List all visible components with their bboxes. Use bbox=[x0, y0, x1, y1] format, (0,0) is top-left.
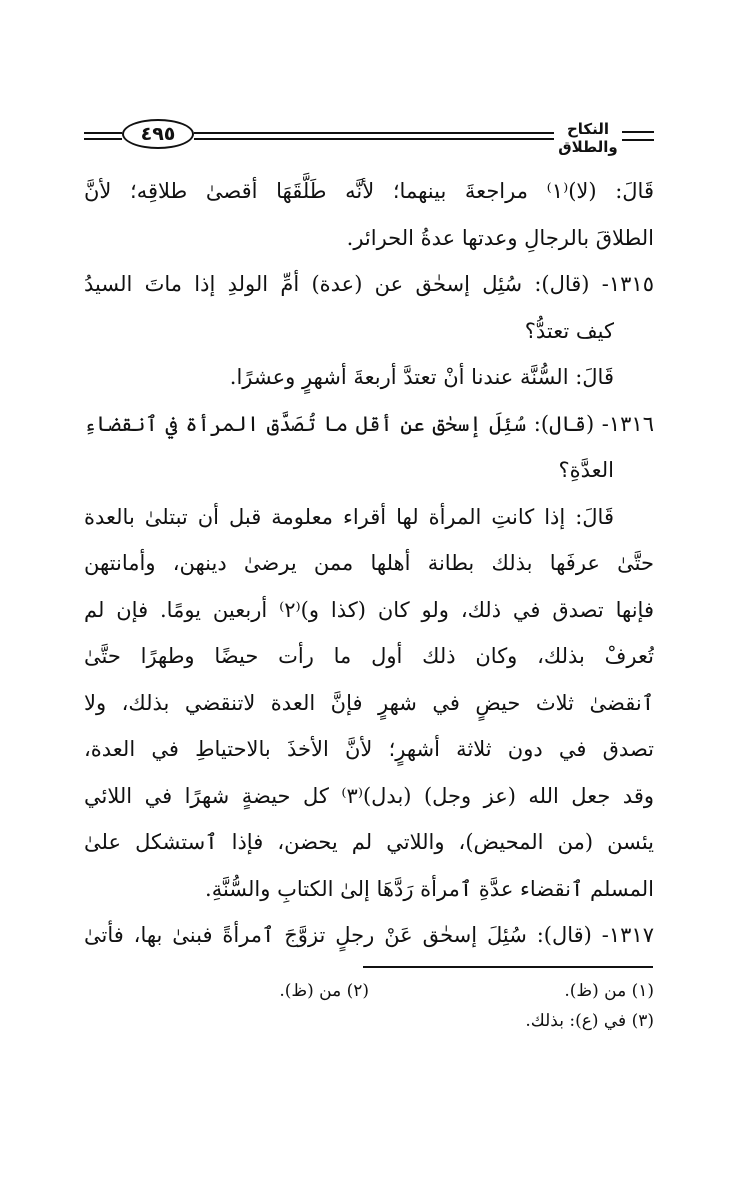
text-line-9: حتَّىٰ عرفَها بذلك بطانة أهلها ممن يرضىٰ دينهن، وأمانتهن bbox=[84, 551, 654, 575]
text-line-5: قَالَ: السُّنَّة عندنا أنْ تعتدَّ أربعةَ أشهرٍ وعشرًا. bbox=[229, 365, 614, 389]
text-line-10: فإنها تصدق في ذلك، ولو كان (كذا و)⁽٢⁾ أربعين يومًا. فإن لم bbox=[84, 597, 654, 622]
text-line-6: ١٣١٦- (قال): سُئِلَ إسحٰق عن أقل ما تُصَدَّق المرأة في ٱنقضاءِ bbox=[84, 411, 654, 436]
text-line-3: ١٣١٥- (قال): سُئِل إسحٰق عن (عدة) أمِّ الولدِ إذا ماتَ السيدُ bbox=[84, 272, 654, 296]
page-header bbox=[84, 118, 654, 158]
footnote-row-1 bbox=[84, 976, 654, 1006]
text-line-4: كيف تعتدُّ؟ bbox=[524, 318, 614, 343]
footnote-2: (٢) من (ظ). bbox=[279, 981, 369, 1001]
header-rule-middle bbox=[194, 132, 554, 134]
header-rule-right-lower bbox=[622, 139, 654, 141]
text-line-11: تُعرفْ بذلك، وكان ذلك أول ما رأت حيضًا وطهرًا حتَّىٰ bbox=[84, 644, 654, 668]
footnote-separator bbox=[363, 966, 653, 968]
text-line-2: الطلاقَ بالرجالِ وعدتها عدةُ الحرائر. bbox=[346, 225, 654, 250]
footnotes bbox=[84, 976, 654, 1036]
text-line-12: ٱنقضىٰ ثلاث حيضٍ في شهرٍ فإنَّ العدة لاتنقضي بذلك، ولا bbox=[84, 690, 654, 715]
header-rule-right bbox=[622, 131, 654, 133]
footnote-row-2 bbox=[84, 1006, 654, 1036]
text-line-7: العدَّةِ؟ bbox=[558, 458, 614, 482]
text-line-17: ١٣١٧- (قال): سُئِلَ إسحٰق عَنْ رجلٍ تزوَّجَ ٱمرأةً فبنىٰ بها، فأتىٰ bbox=[84, 923, 654, 947]
text-line-8: قَالَ: إذا كانتِ المرأة لها أقراء معلومة قبل أن تبتلىٰ بالعدة bbox=[84, 504, 614, 529]
text-line-1: قَالَ: (لا)⁽١⁾ مراجعةَ بينهما؛ لأنَّه طَلَّقَهَا أقصىٰ طلاقِه؛ لأنَّ bbox=[84, 179, 654, 203]
running-title: النكاح والطلاق bbox=[558, 120, 618, 156]
text-line-13: تصدق في دون ثلاثة أشهرٍ؛ لأنَّ الأخذَ بالاحتياطِ في العدة، bbox=[84, 737, 654, 761]
footnote-1: (١) من (ظ). bbox=[564, 981, 654, 1001]
text-line-14: وقد جعل الله (عز وجل) (بدل)⁽٣⁾ كل حيضةٍ شهرًا في اللائي bbox=[84, 783, 654, 808]
footnote-3: (٣) في (ع): بذلك. bbox=[525, 1011, 654, 1031]
page-number-badge bbox=[122, 119, 194, 149]
header-rule-left-lower bbox=[84, 138, 122, 140]
main-text bbox=[84, 168, 654, 959]
text-line-16: المسلم ٱنقضاء عدَّةِ ٱمرأة رَدَّهَا إلىٰ الكتابِ والسُّنَّةِ. bbox=[205, 876, 654, 901]
header-rule-middle-lower bbox=[194, 138, 554, 140]
header-rule-left bbox=[84, 132, 122, 134]
text-line-15: يئسن (من المحيض)، واللاتي لم يحضن، فإذا ٱستشكل علىٰ bbox=[84, 830, 654, 854]
page-number: ٤٩٥ bbox=[140, 123, 176, 145]
